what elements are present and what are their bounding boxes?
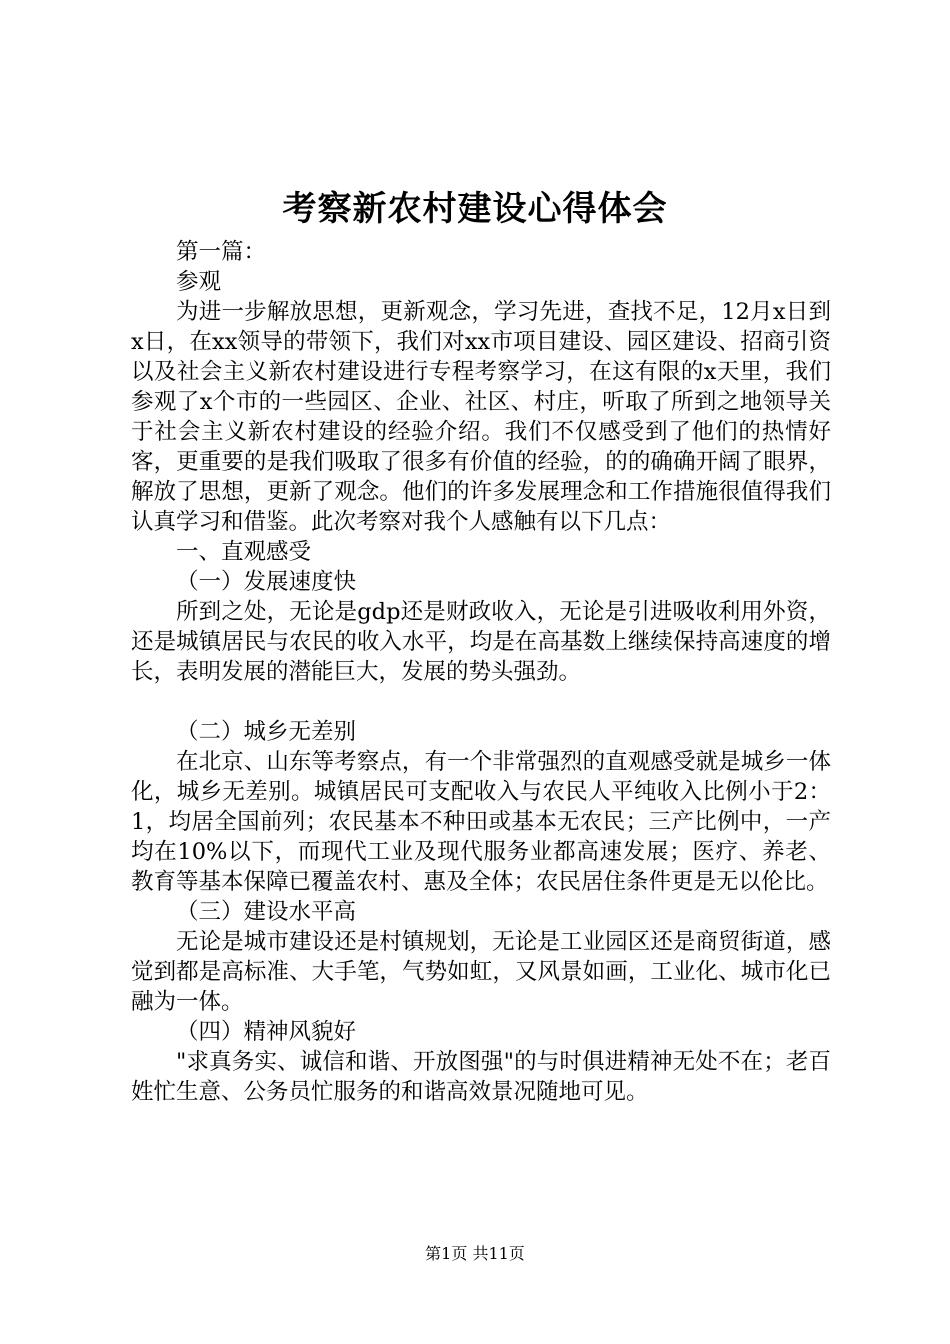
paragraph: 所到之处，无论是gdp还是财政收入，无论是引进吸收利用外资，还是城镇居民与农民的收入水平，均是在高基数上继续保持高速度的增长，表明发展的潜能巨大，发展的势头强劲。 xyxy=(131,599,831,685)
page-footer: 第1页 共11页 xyxy=(425,1244,525,1263)
paragraph: 第一篇： xyxy=(176,239,267,265)
paragraph: "求真务实、诚信和谐、开放图强"的与时俱进精神无处不在；老百姓忙生意、公务员忙服务的和谐高效景况随地可见。 xyxy=(131,1049,831,1105)
paragraph: 无论是城市建设还是村镇规划，无论是工业园区还是商贸街道，感觉到都是高标准、大手笔，气势如虹，又风景如画，工业化、城市化已融为一体。 xyxy=(131,929,831,1015)
section-heading: 一、直观感受 xyxy=(176,539,312,565)
subsection-heading: （四）精神风貌好 xyxy=(176,1019,357,1045)
subsection-heading: （二）城乡无差别 xyxy=(176,719,357,745)
paragraph: 为进一步解放思想，更新观念，学习先进，查找不足，12月x日到x日，在xx领导的带领下，我们对xx市项目建设、园区建设、招商引资以及社会主义新农村建设进行专程考察学习，在这有限的x天里，我们参观了x个市的一些园区、企业、社区、村庄，听取了所到之地领导关于社会主义新农村建设的经验介绍。我们不仅感受到了他们的热情好客，更重要的是我们吸取了很多有价值的经验，的的确确开阔了眼界，解放了思想，更新了观念。他们的许多发展理念和工作措施很值得我们认真学习和借鉴。此次考察对我个人感触有以下几点： xyxy=(131,299,831,535)
paragraph: 参观 xyxy=(176,269,222,295)
document-title: 考察新农村建设心得体会 xyxy=(282,189,668,229)
subsection-heading: （一）发展速度快 xyxy=(176,569,357,595)
document-body xyxy=(131,237,831,1107)
subsection-heading: （三）建设水平高 xyxy=(176,899,357,925)
paragraph: 在北京、山东等考察点，有一个非常强烈的直观感受就是城乡一体化，城乡无差别。城镇居民可支配收入与农民人平纯收入比例小于2：1，均居全国前列；农民基本不种田或基本无农民；三产比例中，一产均在10%以下，而现代工业及现代服务业都高速发展；医疗、养老、教育等基本保障已覆盖农村、惠及全体；农民居住条件更是无以伦比。 xyxy=(131,749,831,895)
